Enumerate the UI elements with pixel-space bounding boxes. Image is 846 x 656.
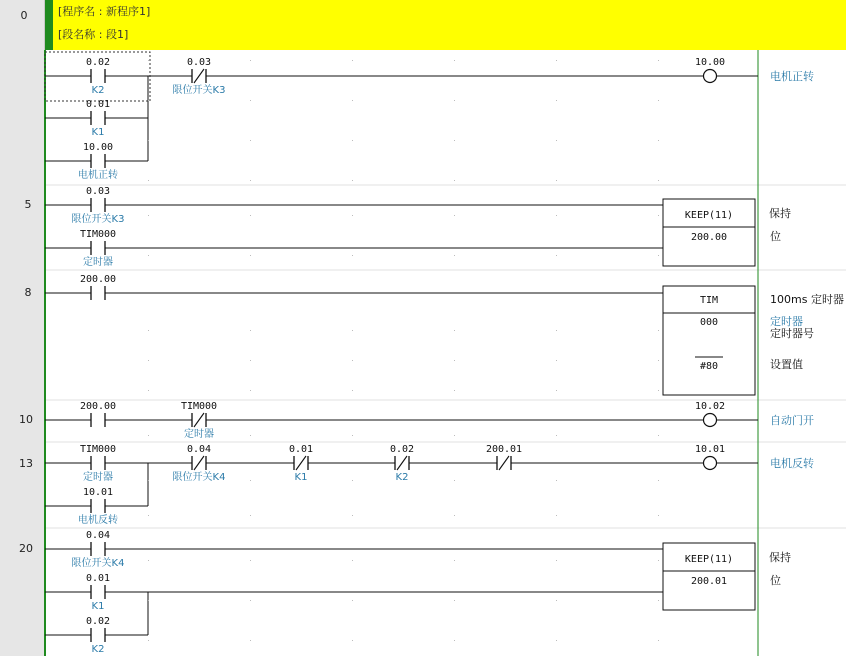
grid-dot	[148, 640, 149, 641]
contact-address: 0.04	[85, 530, 111, 541]
grid-dot	[658, 140, 659, 141]
contact-address: 200.00	[79, 274, 117, 285]
grid-dot	[250, 180, 251, 181]
grid-dot	[658, 360, 659, 361]
grid-dot	[454, 480, 455, 481]
grid-dot	[454, 255, 455, 256]
keep-block[interactable]	[663, 543, 755, 610]
grid-dot	[148, 330, 149, 331]
grid-dot	[148, 600, 149, 601]
coil-address: 10.02	[694, 401, 726, 412]
contact-comment: K2	[91, 85, 105, 96]
grid-dot	[250, 60, 251, 61]
grid-dot	[250, 100, 251, 101]
grid-dot	[250, 515, 251, 516]
no-contact[interactable]	[80, 401, 116, 427]
grid-dot	[250, 560, 251, 561]
grid-dot	[352, 60, 353, 61]
contact-address: 0.01	[85, 573, 111, 584]
grid-dot	[352, 435, 353, 436]
grid-dot	[556, 140, 557, 141]
tim-number: 000	[699, 317, 719, 328]
grid-dot	[148, 515, 149, 516]
keep-side-label: 位	[770, 230, 781, 243]
tim-block[interactable]	[663, 286, 755, 395]
contact-comment: K2	[395, 472, 409, 483]
contact-address: TIM000	[180, 401, 218, 412]
tim-setpoint: #80	[699, 361, 719, 372]
contact-address: TIM000	[79, 229, 117, 240]
rung-number: 13	[19, 457, 33, 470]
grid-dot	[454, 60, 455, 61]
grid-dot	[250, 140, 251, 141]
contact-address: 200.00	[79, 401, 117, 412]
tim-side-title: 100ms 定时器	[770, 293, 844, 306]
grid-dot	[556, 600, 557, 601]
contact-address: 10.00	[82, 142, 114, 153]
grid-dot	[352, 480, 353, 481]
contact-address: 0.02	[85, 57, 111, 68]
grid-dot	[454, 140, 455, 141]
no-contact[interactable]	[80, 274, 116, 300]
keep-operand: 200.00	[690, 232, 728, 243]
nc-contact[interactable]	[486, 444, 522, 470]
tim-side-setpoint-label: 设置值	[770, 358, 803, 371]
keep-side-label: 位	[770, 574, 781, 587]
grid-dot	[658, 330, 659, 331]
keep-side-label: 保持	[769, 551, 791, 564]
contact-address: 0.02	[85, 616, 111, 627]
keep-block[interactable]	[663, 199, 755, 266]
keep-operand: 200.01	[690, 576, 728, 587]
grid-dot	[658, 480, 659, 481]
contact-comment: 电机反转	[78, 515, 118, 526]
grid-dot	[250, 600, 251, 601]
grid-dot	[454, 640, 455, 641]
contact-address: TIM000	[79, 444, 117, 455]
contact-comment: K1	[294, 472, 308, 483]
grid-dot	[148, 60, 149, 61]
keep-title: KEEP(11)	[684, 210, 734, 221]
grid-dot	[454, 600, 455, 601]
tim-side-number-label: 定时器号	[770, 327, 814, 340]
grid-dot	[250, 390, 251, 391]
grid-dot	[352, 360, 353, 361]
coil-comment: 电机反转	[770, 457, 814, 470]
contact-comment: 限位开关K4	[71, 558, 125, 569]
grid-dot	[352, 100, 353, 101]
grid-dot	[148, 100, 149, 101]
grid-dot	[148, 435, 149, 436]
grid-dot	[454, 180, 455, 181]
grid-dot	[352, 515, 353, 516]
grid-dot	[556, 435, 557, 436]
grid-dot	[352, 140, 353, 141]
grid-dot	[352, 180, 353, 181]
grid-dot	[556, 640, 557, 641]
contact-address: 0.01	[288, 444, 314, 455]
grid-dot	[148, 140, 149, 141]
contact-address: 0.04	[186, 444, 212, 455]
output-coil[interactable]	[695, 57, 814, 83]
contact-comment: 定时器	[184, 429, 214, 440]
grid-dot	[556, 255, 557, 256]
grid-dot	[658, 255, 659, 256]
grid-dot	[454, 215, 455, 216]
program-name: [程序名 : 新程序1]	[58, 5, 151, 18]
grid-dot	[352, 215, 353, 216]
coil-address: 10.00	[694, 57, 726, 68]
grid-dot	[250, 255, 251, 256]
grid-dot	[148, 215, 149, 216]
rung-number: 8	[24, 286, 32, 299]
contact-address: 10.01	[82, 487, 114, 498]
grid-dot	[148, 480, 149, 481]
output-coil[interactable]	[695, 444, 814, 470]
grid-dot	[250, 330, 251, 331]
rung-20	[45, 549, 663, 635]
coil-address: 10.01	[694, 444, 726, 455]
grid-dot	[658, 640, 659, 641]
contact-comment: 限位开关K3	[71, 214, 125, 225]
grid-dot	[658, 600, 659, 601]
grid-dot	[556, 60, 557, 61]
grid-dot	[352, 330, 353, 331]
grid-dot	[658, 515, 659, 516]
contact-address: 0.01	[85, 99, 111, 110]
grid-dot	[658, 100, 659, 101]
output-coil[interactable]	[695, 401, 814, 427]
contact-address: 200.01	[485, 444, 523, 455]
grid-dot	[148, 360, 149, 361]
grid-dot	[658, 215, 659, 216]
grid-dot	[250, 480, 251, 481]
grid-dot	[658, 180, 659, 181]
tim-title: TIM	[699, 295, 719, 306]
grid-dot	[454, 515, 455, 516]
grid-dot	[658, 390, 659, 391]
coil-comment: 电机正转	[770, 70, 814, 83]
grid-dot	[556, 180, 557, 181]
grid-dot	[556, 390, 557, 391]
rung-number: 5	[24, 198, 32, 211]
grid-dot	[250, 360, 251, 361]
contact-comment: 限位开关K4	[172, 472, 226, 483]
grid-dot	[148, 560, 149, 561]
grid-dot	[658, 560, 659, 561]
rung-5	[45, 205, 663, 248]
contact-address: 0.03	[85, 186, 111, 197]
rung-0	[45, 52, 758, 161]
contact-comment: 限位开关K3	[172, 85, 226, 96]
grid-dot	[556, 100, 557, 101]
grid-dot	[454, 435, 455, 436]
grid-dot	[250, 640, 251, 641]
grid-dot	[556, 560, 557, 561]
grid-dot	[148, 390, 149, 391]
grid-dot	[454, 360, 455, 361]
grid-dot	[352, 255, 353, 256]
grid-dot	[352, 600, 353, 601]
contact-comment: 定时器	[83, 257, 113, 268]
grid-dot	[556, 215, 557, 216]
grid-dot	[352, 390, 353, 391]
grid-dot	[352, 640, 353, 641]
grid-dot	[454, 100, 455, 101]
contact-comment: 电机正转	[78, 170, 118, 181]
grid-dot	[658, 435, 659, 436]
keep-side-label: 保持	[769, 207, 791, 220]
keep-title: KEEP(11)	[684, 554, 734, 565]
grid-dot	[454, 390, 455, 391]
grid-dot	[556, 330, 557, 331]
rung-number: 10	[19, 413, 33, 426]
contact-comment: K1	[91, 601, 105, 612]
rung-number: 20	[19, 542, 33, 555]
coil-comment: 自动门开	[770, 414, 814, 427]
grid-dot	[250, 215, 251, 216]
grid-dot	[658, 60, 659, 61]
rung-number: 0	[20, 9, 28, 22]
grid-dot	[454, 330, 455, 331]
grid-dot	[148, 255, 149, 256]
grid-dot	[454, 560, 455, 561]
rung-13	[45, 463, 758, 506]
tim-side-comment: 定时器	[770, 315, 803, 328]
grid-dot	[556, 480, 557, 481]
contact-address: 0.03	[186, 57, 212, 68]
contact-comment: K1	[91, 127, 105, 138]
contact-comment: 定时器	[83, 472, 113, 483]
grid-dot	[250, 435, 251, 436]
grid-dot	[352, 560, 353, 561]
contact-address: 0.02	[389, 444, 415, 455]
grid-dot	[148, 180, 149, 181]
contact-comment: K2	[91, 644, 105, 655]
section-name: [段名称 : 段1]	[58, 28, 129, 41]
grid-dot	[556, 360, 557, 361]
grid-dot	[556, 515, 557, 516]
